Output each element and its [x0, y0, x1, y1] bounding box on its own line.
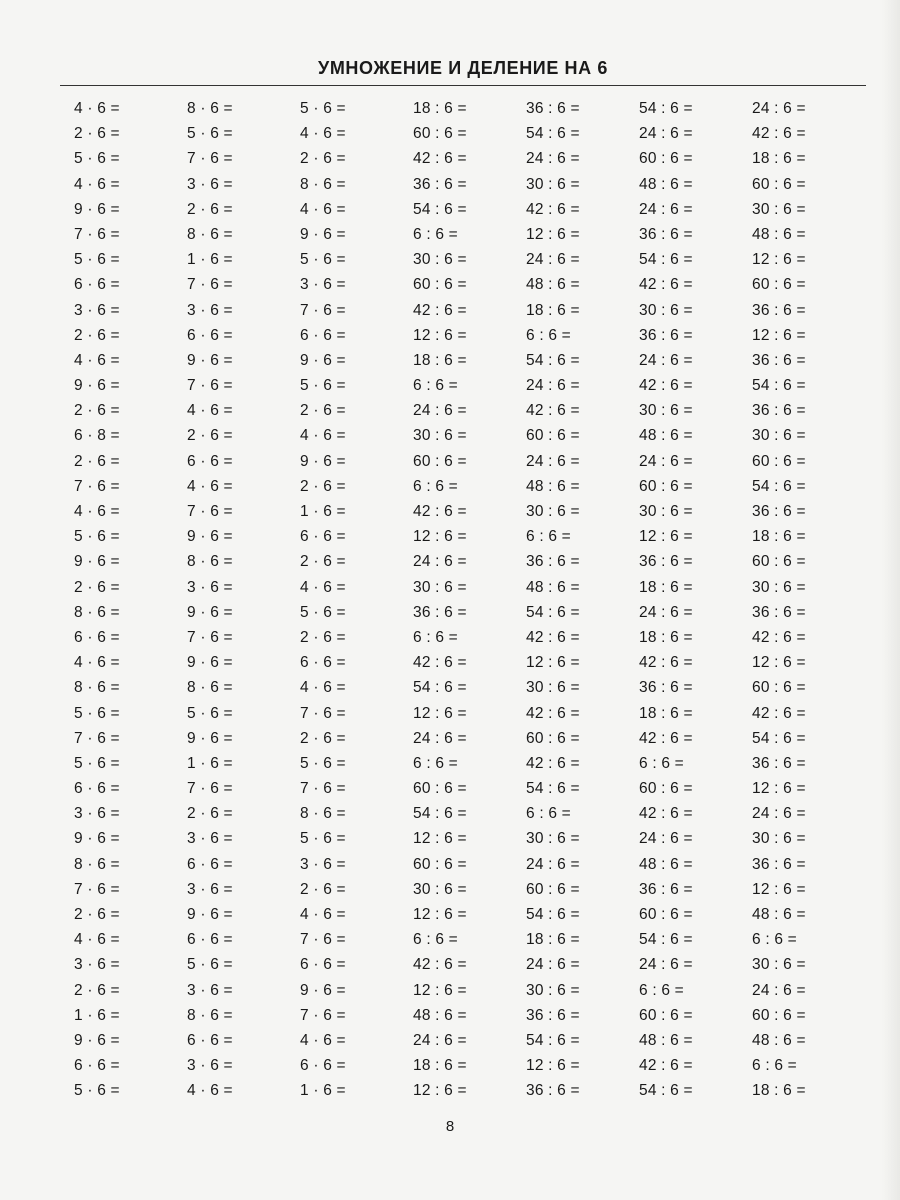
exercise-cell: 1 · 6 = — [187, 251, 233, 269]
exercise-cell: 12 : 6 = — [413, 1082, 467, 1100]
exercise-cell: 42 : 6 = — [526, 402, 580, 420]
exercise-cell: 7 · 6 = — [74, 225, 120, 243]
title-underline — [60, 85, 866, 86]
exercise-cell: 2 · 6 = — [300, 628, 346, 646]
exercise-cell: 42 : 6 = — [639, 276, 693, 294]
exercise-cell: 7 · 6 = — [300, 780, 346, 798]
exercise-cell: 5 · 6 = — [300, 377, 346, 395]
exercise-cell: 18 : 6 = — [526, 301, 580, 319]
exercise-cell: 36 : 6 = — [526, 553, 580, 571]
exercise-cell: 4 · 6 = — [300, 200, 346, 218]
exercise-cell: 48 : 6 = — [526, 477, 580, 495]
exercise-cell: 9 · 6 = — [74, 830, 120, 848]
exercise-cell: 6 : 6 = — [413, 477, 458, 495]
exercise-cell: 36 : 6 = — [639, 326, 693, 344]
exercise-cell: 5 · 6 = — [74, 251, 120, 269]
exercise-cell: 7 · 6 = — [74, 880, 120, 898]
exercise-cell: 8 · 6 = — [74, 679, 120, 697]
exercise-cell: 12 : 6 = — [526, 225, 580, 243]
exercise-cell: 2 · 6 = — [74, 326, 120, 344]
exercise-cell: 6 : 6 = — [413, 931, 458, 949]
exercise-cell: 6 : 6 = — [526, 326, 571, 344]
exercise-cell: 48 : 6 = — [413, 1006, 467, 1024]
exercise-cell: 60 : 6 = — [526, 729, 580, 747]
exercise-cell: 54 : 6 = — [413, 805, 467, 823]
exercise-cell: 54 : 6 = — [639, 251, 693, 269]
exercise-cell: 12 : 6 = — [752, 780, 806, 798]
exercise-cell: 54 : 6 = — [639, 1082, 693, 1100]
exercise-cell: 9 · 6 = — [300, 225, 346, 243]
exercise-cell: 6 · 6 = — [187, 931, 233, 949]
exercise-cell: 6 · 6 = — [74, 628, 120, 646]
exercise-cell: 1 · 6 = — [300, 503, 346, 520]
exercise-cell: 7 · 6 = — [300, 931, 346, 949]
exercise-cell: 30 : 6 = — [752, 427, 806, 445]
exercise-cell: 24 : 6 = — [526, 956, 580, 974]
exercise-cell: 12 : 6 = — [526, 654, 580, 672]
exercise-cell: 48 : 6 = — [639, 1031, 693, 1049]
exercise-cell: 36 : 6 = — [752, 603, 806, 621]
exercise-cell: 8 · 6 = — [187, 679, 233, 697]
exercise-cell: 6 : 6 = — [413, 225, 458, 243]
page-edge-shadow — [882, 0, 900, 1200]
exercise-cell: 30 : 6 = — [413, 578, 467, 596]
exercise-cell: 6 : 6 = — [413, 754, 458, 772]
exercise-cell: 18 : 6 = — [639, 578, 693, 596]
exercise-cell: 42 : 6 = — [639, 729, 693, 747]
exercise-cell: 2 · 6 = — [300, 402, 346, 420]
exercise-cell: 6 · 6 = — [187, 326, 233, 344]
exercise-cell: 24 : 6 = — [639, 452, 693, 470]
exercise-cell: 3 · 6 = — [74, 805, 120, 823]
exercise-cell: 2 · 6 = — [74, 578, 120, 596]
exercise-cell: 18 : 6 = — [526, 931, 580, 949]
exercise-cell: 30 : 6 = — [639, 503, 693, 520]
exercise-cell: 6 : 6 = — [752, 931, 797, 949]
exercise-cell: 1 · 6 = — [74, 1006, 120, 1024]
exercise-cell: 2 · 6 = — [74, 125, 120, 143]
exercise-cell: 24 : 6 = — [639, 125, 693, 143]
exercise-cell: 24 : 6 = — [639, 351, 693, 369]
exercise-cell: 60 : 6 = — [752, 553, 806, 571]
exercise-cell: 6 · 6 = — [187, 1031, 233, 1049]
exercise-cell: 36 : 6 = — [639, 880, 693, 898]
exercise-cell: 9 · 6 = — [74, 377, 120, 395]
exercise-cell: 6 : 6 = — [752, 1057, 797, 1075]
exercise-cell: 36 : 6 = — [639, 553, 693, 571]
exercise-cell: 5 · 6 = — [300, 100, 346, 117]
exercise-cell: 5 · 6 = — [187, 125, 233, 143]
exercise-cell: 9 · 6 = — [300, 981, 346, 999]
exercise-cell: 5 · 6 = — [74, 754, 120, 772]
exercise-cell: 42 : 6 = — [413, 503, 467, 520]
exercise-cell: 54 : 6 = — [752, 729, 806, 747]
exercise-cell: 48 : 6 = — [526, 578, 580, 596]
exercise-cell: 3 · 6 = — [187, 175, 233, 193]
exercise-cell: 6 : 6 = — [639, 754, 684, 772]
exercise-cell: 7 · 6 = — [74, 477, 120, 495]
exercise-cell: 4 · 6 = — [74, 654, 120, 672]
exercise-cell: 36 : 6 = — [413, 175, 467, 193]
exercise-cell: 2 · 6 = — [300, 477, 346, 495]
exercise-cell: 24 : 6 = — [639, 956, 693, 974]
exercise-cell: 18 : 6 = — [752, 528, 806, 546]
exercise-cell: 48 : 6 = — [639, 427, 693, 445]
exercise-cell: 5 · 6 = — [300, 830, 346, 848]
exercise-cell: 7 · 6 = — [187, 377, 233, 395]
exercise-cell: 48 : 6 = — [752, 1031, 806, 1049]
exercise-cell: 60 : 6 = — [526, 880, 580, 898]
exercise-cell: 9 · 6 = — [74, 553, 120, 571]
exercise-cell: 5 · 6 = — [74, 150, 120, 168]
exercise-cell: 60 : 6 = — [413, 276, 467, 294]
exercise-cell: 6 · 8 = — [74, 427, 120, 445]
exercise-cell: 2 · 6 = — [74, 402, 120, 420]
exercise-cell: 54 : 6 = — [413, 679, 467, 697]
exercise-cell: 24 : 6 = — [639, 603, 693, 621]
exercise-cell: 60 : 6 = — [752, 1006, 806, 1024]
exercise-cell: 42 : 6 = — [526, 754, 580, 772]
exercise-cell: 6 · 6 = — [300, 654, 346, 672]
exercise-cell: 2 · 6 = — [300, 729, 346, 747]
exercise-cell: 8 · 6 = — [74, 855, 120, 873]
exercise-cell: 36 : 6 = — [526, 1082, 580, 1100]
exercise-cell: 9 · 6 = — [187, 603, 233, 621]
exercise-cell: 60 : 6 = — [752, 276, 806, 294]
exercise-cell: 12 : 6 = — [413, 326, 467, 344]
exercise-cell: 6 · 6 = — [74, 1057, 120, 1075]
exercise-cell: 30 : 6 = — [413, 427, 467, 445]
exercise-cell: 7 · 6 = — [187, 780, 233, 798]
exercise-cell: 60 : 6 = — [526, 427, 580, 445]
exercise-cell: 36 : 6 = — [752, 351, 806, 369]
exercise-cell: 6 · 6 = — [187, 855, 233, 873]
exercise-cell: 30 : 6 = — [526, 830, 580, 848]
exercise-cell: 3 · 6 = — [300, 276, 346, 294]
exercise-cell: 4 · 6 = — [74, 931, 120, 949]
exercise-cell: 4 · 6 = — [300, 125, 346, 143]
exercise-cell: 42 : 6 = — [413, 150, 467, 168]
exercise-cell: 6 : 6 = — [413, 377, 458, 395]
exercise-cell: 5 · 6 = — [300, 754, 346, 772]
exercise-cell: 2 · 6 = — [300, 880, 346, 898]
exercise-cell: 12 : 6 = — [752, 880, 806, 898]
exercise-cell: 4 · 6 = — [300, 1031, 346, 1049]
exercise-cell: 6 · 6 = — [300, 528, 346, 546]
exercise-cell: 54 : 6 = — [526, 1031, 580, 1049]
exercise-cell: 60 : 6 = — [413, 125, 467, 143]
exercise-cell: 4 · 6 = — [300, 679, 346, 697]
exercise-cell: 54 : 6 = — [752, 477, 806, 495]
exercise-cell: 60 : 6 = — [413, 452, 467, 470]
exercise-cell: 24 : 6 = — [413, 402, 467, 420]
exercise-cell: 4 · 6 = — [187, 477, 233, 495]
exercise-cell: 7 · 6 = — [187, 503, 233, 520]
exercise-cell: 48 : 6 = — [752, 906, 806, 923]
exercise-cell: 42 : 6 = — [639, 805, 693, 823]
exercise-cell: 36 : 6 = — [526, 1006, 580, 1024]
exercise-cell: 18 : 6 = — [639, 704, 693, 722]
exercise-cell: 36 : 6 = — [752, 754, 806, 772]
exercise-cell: 12 : 6 = — [413, 830, 467, 848]
exercise-cell: 12 : 6 = — [526, 1057, 580, 1075]
page-number: 8 — [445, 1118, 455, 1135]
exercise-cell: 24 : 6 = — [526, 150, 580, 168]
exercise-cell: 24 : 6 = — [413, 1031, 467, 1049]
exercise-cell: 30 : 6 = — [413, 880, 467, 898]
exercise-cell: 42 : 6 = — [526, 200, 580, 218]
exercise-cell: 24 : 6 = — [639, 830, 693, 848]
exercise-cell: 30 : 6 = — [526, 981, 580, 999]
exercise-cell: 12 : 6 = — [413, 704, 467, 722]
exercise-cell: 4 · 6 = — [187, 402, 233, 420]
exercise-cell: 6 : 6 = — [639, 981, 684, 999]
exercise-cell: 7 · 6 = — [187, 276, 233, 294]
exercise-cell: 6 · 6 = — [300, 326, 346, 344]
exercise-cell: 6 · 6 = — [187, 452, 233, 470]
exercise-cell: 4 · 6 = — [300, 578, 346, 596]
exercise-cell: 1 · 6 = — [300, 1082, 346, 1100]
exercise-cell: 9 · 6 = — [300, 351, 346, 369]
exercise-cell: 6 : 6 = — [526, 805, 571, 823]
exercise-cell: 4 · 6 = — [74, 100, 120, 117]
exercise-cell: 30 : 6 = — [752, 578, 806, 596]
exercise-cell: 3 · 6 = — [187, 578, 233, 596]
exercise-cell: 36 : 6 = — [752, 301, 806, 319]
exercise-cell: 7 · 6 = — [300, 301, 346, 319]
exercise-cell: 7 · 6 = — [187, 150, 233, 168]
exercise-cell: 42 : 6 = — [752, 704, 806, 722]
exercise-cell: 7 · 6 = — [300, 704, 346, 722]
exercise-cell: 30 : 6 = — [752, 830, 806, 848]
exercise-cell: 42 : 6 = — [639, 654, 693, 672]
exercise-cell: 9 · 6 = — [74, 200, 120, 218]
exercise-cell: 24 : 6 = — [526, 855, 580, 873]
exercise-cell: 12 : 6 = — [639, 528, 693, 546]
exercise-cell: 54 : 6 = — [526, 906, 580, 923]
exercise-cell: 9 · 6 = — [187, 351, 233, 369]
exercise-cell: 1 · 6 = — [187, 754, 233, 772]
exercise-cell: 36 : 6 = — [752, 402, 806, 420]
exercise-cell: 42 : 6 = — [526, 704, 580, 722]
exercise-cell: 24 : 6 = — [752, 981, 806, 999]
exercise-cell: 54 : 6 = — [526, 351, 580, 369]
exercise-cell: 24 : 6 = — [526, 452, 580, 470]
exercise-cell: 36 : 6 = — [639, 225, 693, 243]
exercise-cell: 54 : 6 = — [526, 780, 580, 798]
exercise-cell: 5 · 6 = — [74, 528, 120, 546]
exercise-cell: 30 : 6 = — [413, 251, 467, 269]
exercise-cell: 42 : 6 = — [413, 301, 467, 319]
exercise-cell: 24 : 6 = — [413, 729, 467, 747]
exercise-cell: 12 : 6 = — [413, 981, 467, 999]
exercise-cell: 30 : 6 = — [752, 200, 806, 218]
exercise-cell: 3 · 6 = — [187, 981, 233, 999]
exercise-cell: 60 : 6 = — [639, 477, 693, 495]
exercise-cell: 2 · 6 = — [300, 150, 346, 168]
exercise-cell: 18 : 6 = — [413, 100, 467, 117]
exercise-cell: 5 · 6 = — [187, 704, 233, 722]
exercise-cell: 42 : 6 = — [752, 628, 806, 646]
exercise-cell: 42 : 6 = — [639, 377, 693, 395]
exercise-cell: 18 : 6 = — [752, 1082, 806, 1100]
exercise-cell: 42 : 6 = — [413, 956, 467, 974]
exercise-cell: 36 : 6 = — [413, 603, 467, 621]
exercise-cell: 8 · 6 = — [187, 225, 233, 243]
exercise-cell: 6 : 6 = — [413, 628, 458, 646]
exercise-cell: 4 · 6 = — [300, 427, 346, 445]
exercise-cell: 24 : 6 = — [752, 100, 806, 117]
exercise-cell: 24 : 6 = — [526, 377, 580, 395]
exercise-cell: 9 · 6 = — [187, 906, 233, 923]
exercise-cell: 60 : 6 = — [752, 679, 806, 697]
exercise-cell: 3 · 6 = — [300, 855, 346, 873]
exercise-grid — [74, 96, 865, 1104]
exercise-cell: 6 · 6 = — [300, 1057, 346, 1075]
exercise-cell: 54 : 6 = — [639, 931, 693, 949]
exercise-cell: 3 · 6 = — [187, 301, 233, 319]
exercise-cell: 5 · 6 = — [74, 704, 120, 722]
exercise-cell: 60 : 6 = — [639, 906, 693, 923]
exercise-cell: 42 : 6 = — [752, 125, 806, 143]
exercise-cell: 2 · 6 = — [187, 805, 233, 823]
exercise-cell: 60 : 6 = — [413, 855, 467, 873]
exercise-cell: 3 · 6 = — [187, 830, 233, 848]
exercise-cell: 30 : 6 = — [526, 679, 580, 697]
exercise-cell: 12 : 6 = — [752, 326, 806, 344]
exercise-cell: 12 : 6 = — [752, 654, 806, 672]
exercise-cell: 18 : 6 = — [413, 1057, 467, 1075]
exercise-cell: 6 · 6 = — [74, 780, 120, 798]
exercise-cell: 8 · 6 = — [300, 175, 346, 193]
exercise-cell: 9 · 6 = — [300, 452, 346, 470]
exercise-cell: 2 · 6 = — [187, 427, 233, 445]
exercise-cell: 6 · 6 = — [300, 956, 346, 974]
exercise-cell: 30 : 6 = — [639, 402, 693, 420]
exercise-cell: 54 : 6 = — [526, 603, 580, 621]
exercise-cell: 7 · 6 = — [300, 1006, 346, 1024]
exercise-cell: 36 : 6 = — [752, 503, 806, 520]
exercise-cell: 8 · 6 = — [187, 1006, 233, 1024]
exercise-cell: 36 : 6 = — [526, 100, 580, 117]
exercise-cell: 24 : 6 = — [639, 200, 693, 218]
exercise-cell: 5 · 6 = — [74, 1082, 120, 1100]
exercise-cell: 48 : 6 = — [639, 175, 693, 193]
exercise-cell: 5 · 6 = — [300, 603, 346, 621]
exercise-cell: 2 · 6 = — [74, 906, 120, 923]
exercise-cell: 30 : 6 = — [526, 503, 580, 520]
page-title: УМНОЖЕНИЕ И ДЕЛЕНИЕ НА 6 — [318, 58, 608, 78]
exercise-cell: 18 : 6 = — [752, 150, 806, 168]
exercise-cell: 18 : 6 = — [413, 351, 467, 369]
exercise-cell: 5 · 6 = — [300, 251, 346, 269]
exercise-cell: 8 · 6 = — [74, 603, 120, 621]
exercise-cell: 2 · 6 = — [74, 452, 120, 470]
exercise-cell: 24 : 6 = — [752, 805, 806, 823]
exercise-cell: 30 : 6 = — [526, 175, 580, 193]
exercise-cell: 18 : 6 = — [639, 628, 693, 646]
exercise-cell: 4 · 6 = — [187, 1082, 233, 1100]
exercise-cell: 54 : 6 = — [752, 377, 806, 395]
exercise-cell: 7 · 6 = — [74, 729, 120, 747]
exercise-cell: 9 · 6 = — [187, 654, 233, 672]
exercise-cell: 7 · 6 = — [187, 628, 233, 646]
exercise-cell: 48 : 6 = — [639, 855, 693, 873]
exercise-cell: 42 : 6 = — [526, 628, 580, 646]
exercise-cell: 12 : 6 = — [413, 906, 467, 923]
exercise-cell: 6 : 6 = — [526, 528, 571, 546]
exercise-cell: 12 : 6 = — [752, 251, 806, 269]
exercise-cell: 60 : 6 = — [413, 780, 467, 798]
exercise-cell: 24 : 6 = — [526, 251, 580, 269]
exercise-cell: 4 · 6 = — [74, 351, 120, 369]
exercise-cell: 60 : 6 = — [639, 150, 693, 168]
exercise-cell: 36 : 6 = — [639, 679, 693, 697]
exercise-cell: 54 : 6 = — [413, 200, 467, 218]
exercise-cell: 8 · 6 = — [187, 553, 233, 571]
exercise-cell: 3 · 6 = — [74, 956, 120, 974]
exercise-cell: 42 : 6 = — [413, 654, 467, 672]
exercise-cell: 4 · 6 = — [74, 175, 120, 193]
exercise-cell: 36 : 6 = — [752, 855, 806, 873]
exercise-cell: 8 · 6 = — [187, 100, 233, 117]
exercise-cell: 2 · 6 = — [187, 200, 233, 218]
exercise-cell: 9 · 6 = — [187, 729, 233, 747]
exercise-cell: 4 · 6 = — [74, 503, 120, 520]
exercise-cell: 48 : 6 = — [526, 276, 580, 294]
exercise-cell: 60 : 6 = — [752, 175, 806, 193]
exercise-cell: 2 · 6 = — [300, 553, 346, 571]
exercise-cell: 8 · 6 = — [300, 805, 346, 823]
exercise-cell: 54 : 6 = — [639, 100, 693, 117]
exercise-cell: 9 · 6 = — [74, 1031, 120, 1049]
exercise-cell: 24 : 6 = — [413, 553, 467, 571]
exercise-cell: 60 : 6 = — [639, 780, 693, 798]
exercise-cell: 3 · 6 = — [74, 301, 120, 319]
exercise-cell: 30 : 6 = — [639, 301, 693, 319]
exercise-cell: 30 : 6 = — [752, 956, 806, 974]
exercise-cell: 60 : 6 = — [639, 1006, 693, 1024]
exercise-cell: 48 : 6 = — [752, 225, 806, 243]
exercise-cell: 12 : 6 = — [413, 528, 467, 546]
exercise-cell: 5 · 6 = — [187, 956, 233, 974]
exercise-cell: 6 · 6 = — [74, 276, 120, 294]
exercise-cell: 4 · 6 = — [300, 906, 346, 923]
exercise-cell: 3 · 6 = — [187, 1057, 233, 1075]
exercise-cell: 3 · 6 = — [187, 880, 233, 898]
exercise-cell: 42 : 6 = — [639, 1057, 693, 1075]
exercise-cell: 60 : 6 = — [752, 452, 806, 470]
exercise-cell: 9 · 6 = — [187, 528, 233, 546]
exercise-cell: 54 : 6 = — [526, 125, 580, 143]
exercise-cell: 2 · 6 = — [74, 981, 120, 999]
